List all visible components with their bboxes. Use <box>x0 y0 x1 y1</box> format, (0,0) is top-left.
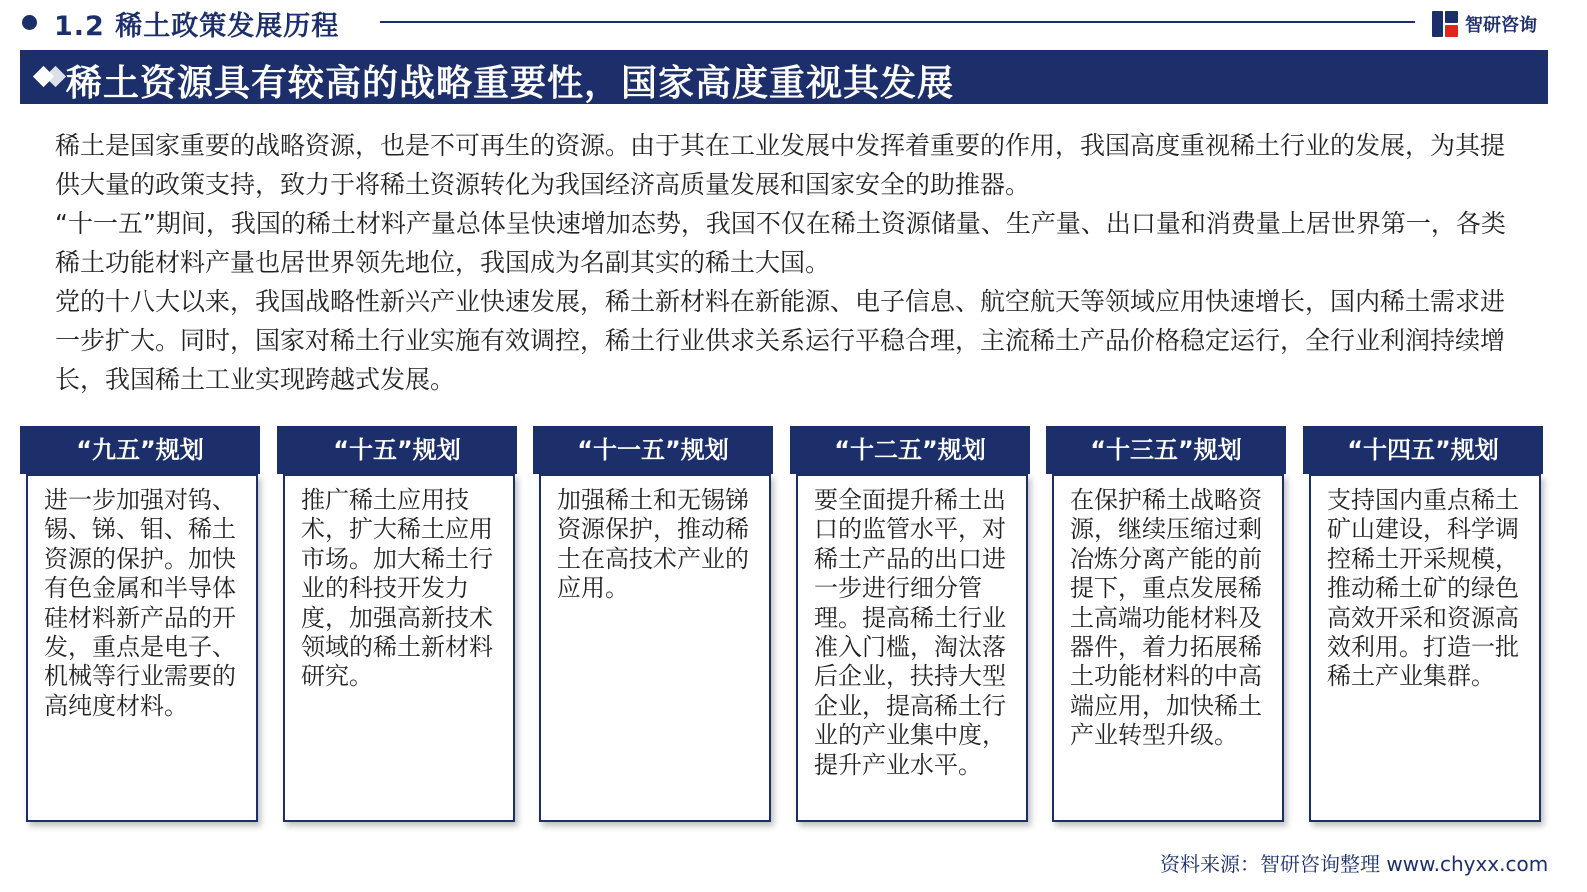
section-header <box>0 0 1587 46</box>
plan-card-10th <box>277 426 517 824</box>
brand-name: 智研咨询 <box>1465 15 1537 36</box>
brand-logo-group <box>1432 10 1537 38</box>
plan-card-text: 支持国内重点稀土矿山建设，科学调控稀土开采规模，推动稀土矿的绿色高效开采和资源高效利用。打造一批稀土产业集群。 <box>1309 474 1541 822</box>
plan-card-text: 推广稀土应用技术，扩大稀土应用市场。加大稀土行业的科技开发力度，加强高新技术领域的稀土新材料研究。 <box>283 474 515 822</box>
plan-card-12th <box>790 426 1030 824</box>
plan-card-text: 要全面提升稀土出口的监管水平，对稀土产品的出口进一步进行细分管理。提高稀土行业准入门槛，淘汰落后企业，扶持大型企业，提高稀土行业的产业集中度，提升产业水平。 <box>796 474 1028 822</box>
banner-title: 稀土资源具有较高的战略重要性，国家高度重视其发展 <box>66 63 955 104</box>
section-divider <box>380 21 1415 23</box>
intro-text <box>55 126 1517 399</box>
section-bullet-icon <box>22 15 37 30</box>
intro-paragraph-1: 稀土是国家重要的战略资源，也是不可再生的资源。由于其在工业发展中发挥着重要的作用，我国高度重视稀土行业的发展，为其提供大量的政策支持，致力于将稀土资源转化为我国经济高质量发展和国家安全的助推器。 <box>55 131 1506 199</box>
plan-card-11th <box>533 426 773 824</box>
plan-card-title: “十五”规划 <box>277 426 517 474</box>
intro-paragraph-2: “十一五”期间，我国的稀土材料产量总体呈快速增加态势，我国不仅在稀土资源储量、生产量、出口量和消费量上居世界第一，各类稀土功能材料产量也居世界领先地位，我国成为名副其实的稀土大国。 <box>55 209 1506 277</box>
double-diamond-icon <box>34 64 64 90</box>
plan-card-title: “十二五”规划 <box>790 426 1030 474</box>
plan-card-13th <box>1046 426 1286 824</box>
section-title: 1.2 稀土政策发展历程 <box>54 11 340 42</box>
plan-card-title: “十四五”规划 <box>1303 426 1543 474</box>
plan-card-text: 进一步加强对钨、锡、锑、钼、稀土资源的保护。加快有色金属和半导体硅材料新产品的开发，重点是电子、机械等行业需要的高纯度材料。 <box>26 474 258 822</box>
brand-logo-icon <box>1432 11 1458 37</box>
title-banner <box>20 50 1548 104</box>
plan-card-title: “十一五”规划 <box>533 426 773 474</box>
plan-card-title: “十三五”规划 <box>1046 426 1286 474</box>
intro-paragraph-3: 党的十八大以来，我国战略性新兴产业快速发展，稀土新材料在新能源、电子信息、航空航天等领域应用快速增长，国内稀土需求进一步扩大。同时，国家对稀土行业实施有效调控，稀土行业供求关系运行平稳合理，主流稀土产品价格稳定运行，全行业利润持续增长，我国稀土工业实现跨越式发展。 <box>55 287 1506 394</box>
plan-card-14th <box>1303 426 1543 824</box>
plan-card-text: 在保护稀土战略资源，继续压缩过剩冶炼分离产能的前提下，重点发展稀土高端功能材料及器件，着力拓展稀土功能材料的中高端应用，加快稀土产业转型升级。 <box>1052 474 1284 822</box>
source-note: 资料来源：智研咨询整理 www.chyxx.com <box>1160 852 1549 876</box>
plan-card-title: “九五”规划 <box>20 426 260 474</box>
plan-card-9th <box>20 426 260 824</box>
plan-card-text: 加强稀土和无锡锑资源保护，推动稀土在高技术产业的应用。 <box>539 474 771 822</box>
